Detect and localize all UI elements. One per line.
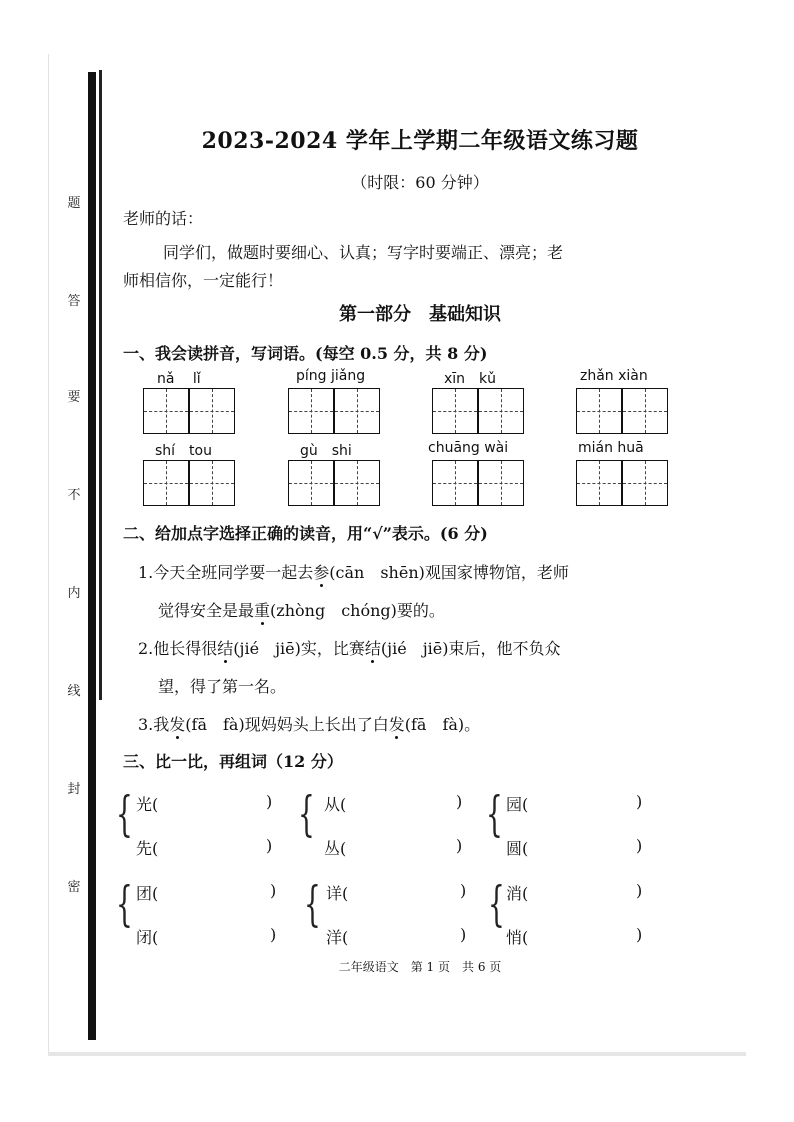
- pinyin-text: xīn kǔ: [444, 371, 497, 387]
- teacher-label: 老师的话：: [123, 209, 204, 228]
- close-paren: ): [460, 925, 467, 944]
- part-title: 第一部分 基础知识: [339, 304, 501, 325]
- binding-mark: 密: [67, 880, 81, 895]
- pinyin-item: [288, 440, 382, 510]
- question-text: 2.他长得很: [138, 639, 218, 658]
- writing-grid-cell[interactable]: [189, 460, 235, 506]
- writing-grid-cell[interactable]: [478, 460, 524, 506]
- writing-grid-cell[interactable]: [478, 388, 524, 434]
- question-line: [138, 560, 569, 583]
- binding-mark: 线: [67, 684, 81, 699]
- question-text: 望，得了第一名。: [158, 677, 287, 696]
- page-footer: 二年级语文 第 1 页 共 6 页: [338, 960, 502, 974]
- compare-item[interactable]: 从(: [324, 795, 347, 814]
- question-text: (cān shēn)观国家博物馆，老师: [329, 563, 569, 582]
- compare-item[interactable]: 悄(: [506, 928, 529, 947]
- close-paren: ): [266, 792, 273, 811]
- binding-mark: 要: [67, 390, 81, 405]
- pinyin-item: [143, 368, 237, 438]
- question-text: (fā fà)。: [404, 715, 481, 734]
- sheet-left-edge: [48, 54, 49, 1054]
- close-paren: ): [270, 881, 277, 900]
- section3-heading: 三、比一比，再组词（12 分）: [123, 752, 343, 771]
- binding-mark: 题: [67, 196, 81, 211]
- dotted-char: 结: [364, 639, 381, 658]
- pinyin-text: shí tou: [155, 443, 212, 459]
- close-paren: ): [460, 881, 467, 900]
- question-text: (zhòng chóng)要的。: [270, 601, 445, 620]
- pinyin-item: [576, 368, 670, 438]
- compare-item[interactable]: 圆(: [506, 839, 529, 858]
- pinyin-item: [428, 440, 526, 510]
- binding-line: [88, 72, 96, 1040]
- pinyin-text: gù shi: [300, 443, 352, 459]
- teacher-message-line1: 同学们，做题时要细心、认真；写字时要端正、漂亮；老: [163, 243, 564, 262]
- question-line: [138, 712, 480, 735]
- sheet-bottom-edge: [48, 1052, 746, 1056]
- pinyin-item: [143, 440, 237, 510]
- compare-item[interactable]: 消(: [506, 884, 529, 903]
- question-text: 1.今天全班同学要一起去: [138, 563, 314, 582]
- page-title: 2023-2024 学年上学期二年级语文练习题: [201, 128, 639, 154]
- dotted-char: 结: [217, 639, 234, 658]
- brace: {: [488, 876, 505, 932]
- close-paren: ): [266, 836, 273, 855]
- close-paren: ): [636, 836, 643, 855]
- pinyin-text: zhǎn xiàn: [580, 368, 648, 384]
- dotted-char: 参: [313, 563, 330, 582]
- brace: {: [116, 786, 133, 842]
- compare-item[interactable]: 洋(: [326, 928, 349, 947]
- binding-line-secondary: [99, 70, 102, 700]
- close-paren: ): [636, 925, 643, 944]
- pinyin-item: [288, 368, 382, 438]
- pinyin-text: chuāng wài: [428, 440, 509, 456]
- pinyin-text: píng jiǎng: [296, 368, 366, 384]
- question-line: [138, 636, 561, 659]
- compare-item[interactable]: 光(: [136, 795, 159, 814]
- close-paren: ): [636, 881, 643, 900]
- writing-grid-cell[interactable]: [432, 460, 478, 506]
- writing-grid-cell[interactable]: [143, 460, 189, 506]
- question-text: (jié jiē)实，比赛: [233, 639, 365, 658]
- binding-mark: 不: [67, 488, 81, 503]
- question-line: [158, 674, 286, 697]
- binding-mark: 内: [67, 586, 81, 601]
- section2-heading: 二、给加点字选择正确的读音，用“√”表示。(6 分): [123, 524, 488, 543]
- binding-mark: 答: [67, 294, 81, 309]
- writing-grid-cell[interactable]: [288, 460, 334, 506]
- pinyin-text: nǎ lǐ: [157, 371, 201, 387]
- teacher-message-line2: 师相信你，一定能行！: [123, 271, 284, 290]
- pinyin-item: [432, 368, 526, 438]
- brace: {: [298, 786, 315, 842]
- pinyin-text: mián huā: [578, 440, 644, 456]
- exam-sheet: [48, 54, 746, 1054]
- writing-grid-cell[interactable]: [143, 388, 189, 434]
- brace: {: [486, 786, 503, 842]
- compare-item[interactable]: 闭(: [136, 928, 159, 947]
- dotted-char: 发: [388, 715, 405, 734]
- section1-heading: 一、我会读拼音，写词语。(每空 0.5 分，共 8 分): [123, 344, 488, 363]
- writing-grid-cell[interactable]: [334, 388, 380, 434]
- close-paren: ): [270, 925, 277, 944]
- writing-grid-cell[interactable]: [288, 388, 334, 434]
- brace: {: [116, 876, 133, 932]
- compare-item[interactable]: 园(: [506, 795, 529, 814]
- writing-grid-cell[interactable]: [622, 460, 668, 506]
- dotted-char: 重: [254, 601, 271, 620]
- question-text: 3.我: [138, 715, 170, 734]
- writing-grid-cell[interactable]: [576, 388, 622, 434]
- close-paren: ): [456, 836, 463, 855]
- question-text: (jié jiē)束后，他不负众: [380, 639, 561, 658]
- compare-item[interactable]: 详(: [326, 884, 349, 903]
- time-limit: （时限：60 分钟）: [351, 173, 489, 192]
- pinyin-item: [576, 440, 670, 510]
- binding-mark: 封: [67, 782, 81, 797]
- brace: {: [304, 876, 321, 932]
- writing-grid-cell[interactable]: [432, 388, 478, 434]
- compare-item[interactable]: 先(: [136, 839, 159, 858]
- compare-item[interactable]: 团(: [136, 884, 159, 903]
- writing-grid-cell[interactable]: [189, 388, 235, 434]
- close-paren: ): [456, 792, 463, 811]
- question-line: [158, 598, 445, 621]
- close-paren: ): [636, 792, 643, 811]
- writing-grid-cell[interactable]: [622, 388, 668, 434]
- compare-item[interactable]: 丛(: [324, 839, 347, 858]
- question-text: (fā fà)现妈妈头上长出了白: [185, 715, 389, 734]
- dotted-char: 发: [169, 715, 186, 734]
- writing-grid-cell[interactable]: [334, 460, 380, 506]
- question-text: 觉得安全是最: [158, 601, 255, 620]
- writing-grid-cell[interactable]: [576, 460, 622, 506]
